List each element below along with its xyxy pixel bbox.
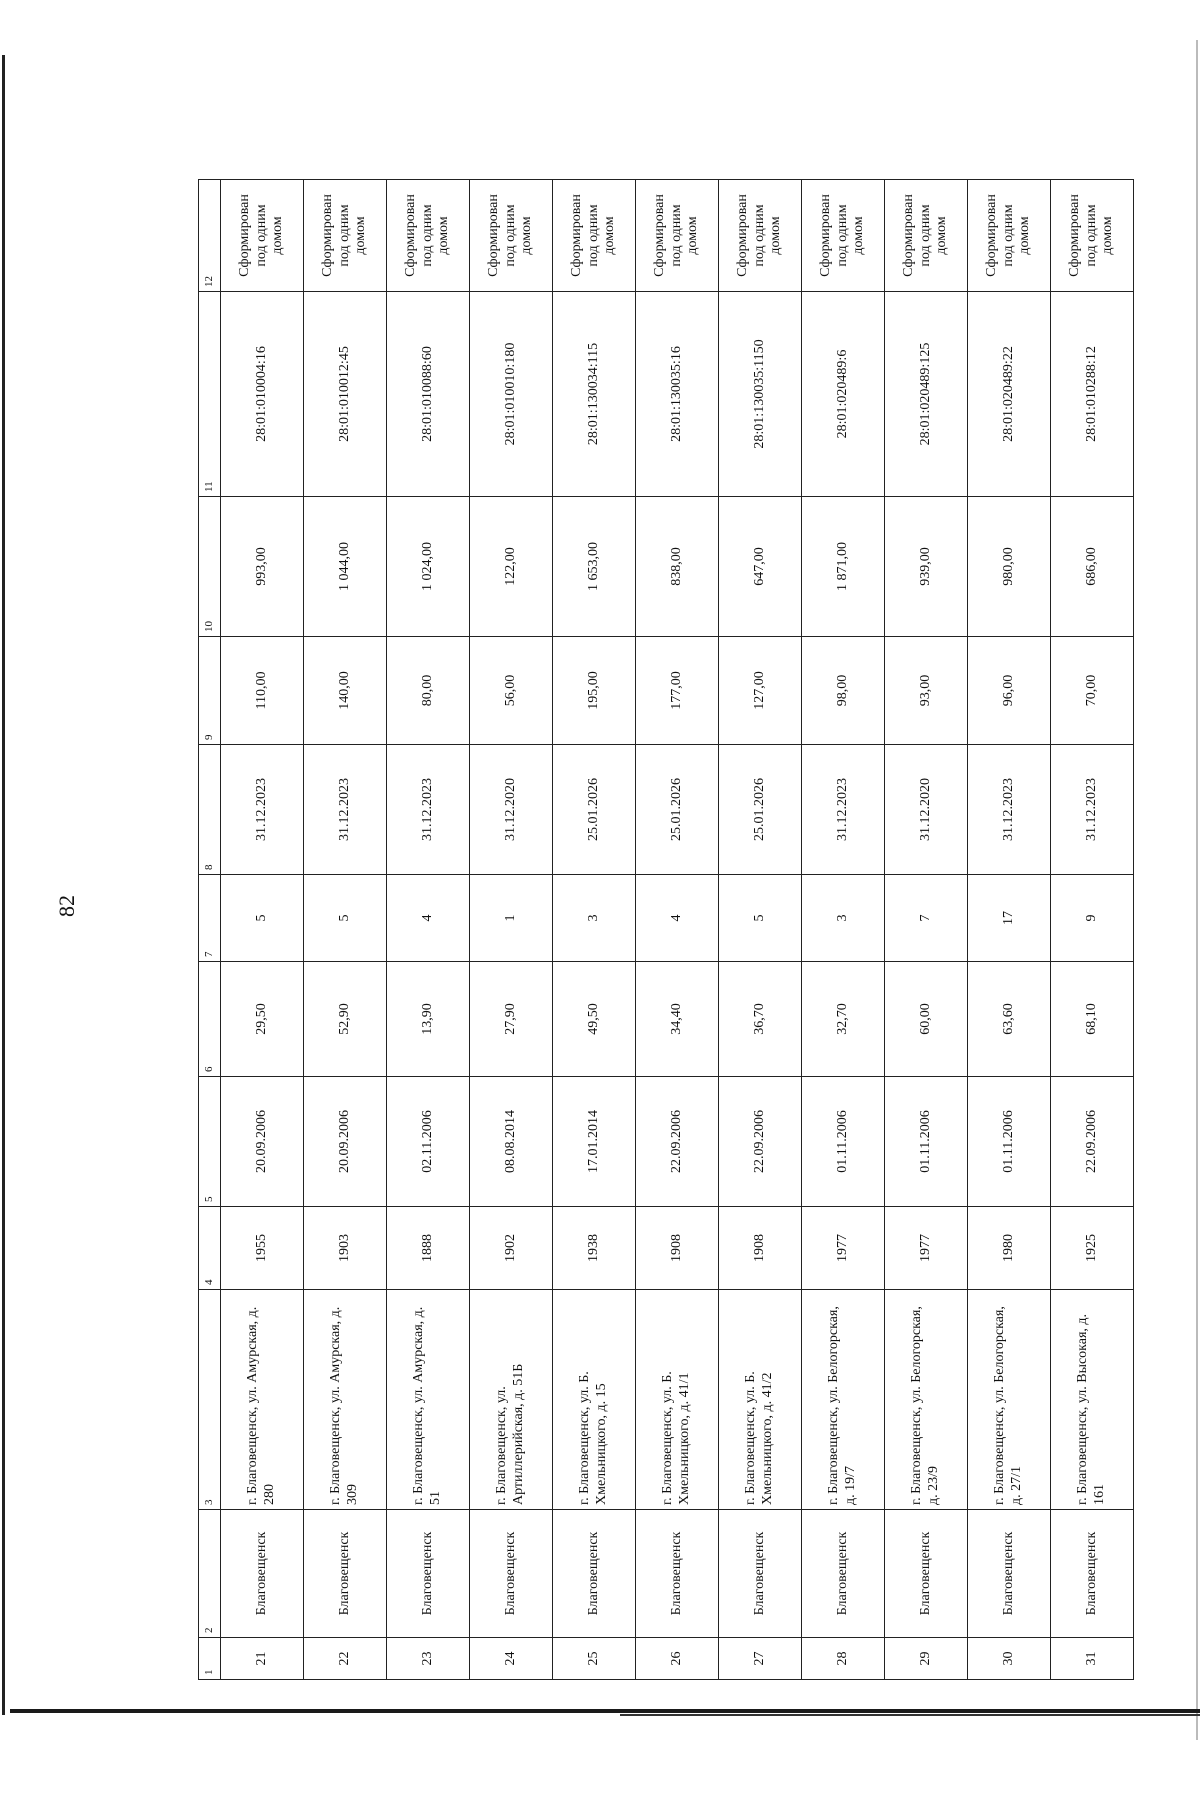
area-cell: 52,90 (304, 962, 387, 1077)
settlement-cell: Благовещенск (1051, 1510, 1134, 1638)
settlement-cell: Благовещенск (719, 1510, 802, 1638)
column-number-row (199, 180, 221, 1680)
floor-area-cell: 127,00 (719, 637, 802, 745)
land-area-cell: 647,00 (719, 497, 802, 637)
floor-area-cell: 110,00 (221, 637, 304, 745)
build-year-cell: 1903 (304, 1207, 387, 1290)
address-cell: г. Благовещенск, ул. Амурская, д. 309 (304, 1290, 387, 1510)
area-cell: 36,70 (719, 962, 802, 1077)
area-cell: 63,60 (968, 962, 1051, 1077)
build-year-cell: 1908 (719, 1207, 802, 1290)
scan-right-edge (1196, 40, 1198, 1740)
address-cell: г. Благовещенск, ул. Белогорская, д. 27/1 (968, 1290, 1051, 1510)
residents-cell: 5 (304, 875, 387, 962)
settlement-cell: Благовещенск (470, 1510, 553, 1638)
build-year-cell: 1980 (968, 1207, 1051, 1290)
recognition-date-cell: 01.11.2006 (802, 1077, 885, 1207)
floor-area-cell: 140,00 (304, 637, 387, 745)
address-cell: г. Благовещенск, ул. Амурская, д. 51 (387, 1290, 470, 1510)
residents-cell: 4 (387, 875, 470, 962)
cadastral-number-cell: 28:01:130034:115 (553, 292, 636, 497)
land-status-cell: Сформирован под одним домом (1051, 180, 1134, 292)
resettlement-deadline-cell: 31.12.2023 (968, 745, 1051, 875)
table-row (553, 180, 636, 1680)
resettlement-deadline-cell: 31.12.2023 (221, 745, 304, 875)
build-year-cell: 1902 (470, 1207, 553, 1290)
residents-cell: 3 (802, 875, 885, 962)
cadastral-number-cell: 28:01:020489:22 (968, 292, 1051, 497)
residents-cell: 4 (636, 875, 719, 962)
build-year-cell: 1908 (636, 1207, 719, 1290)
address-cell: г. Благовещенск, ул. Белогорская, д. 23/9 (885, 1290, 968, 1510)
table-row (719, 180, 802, 1680)
address-cell: г. Благовещенск, ул. Белогорская, д. 19/7 (802, 1290, 885, 1510)
resettlement-deadline-cell: 31.12.2023 (802, 745, 885, 875)
floor-area-cell: 96,00 (968, 637, 1051, 745)
table-row (1051, 180, 1134, 1680)
land-status-cell: Сформирован под одним домом (304, 180, 387, 292)
row-number-cell: 25 (553, 1638, 636, 1680)
area-cell: 13,90 (387, 962, 470, 1077)
row-number-cell: 27 (719, 1638, 802, 1680)
residents-cell: 5 (221, 875, 304, 962)
row-number-cell: 31 (1051, 1638, 1134, 1680)
settlement-cell: Благовещенск (304, 1510, 387, 1638)
row-number-cell: 21 (221, 1638, 304, 1680)
land-area-cell: 838,00 (636, 497, 719, 637)
residents-cell: 7 (885, 875, 968, 962)
column-number-cell: 6 (199, 962, 221, 1077)
row-number-cell: 29 (885, 1638, 968, 1680)
build-year-cell: 1977 (802, 1207, 885, 1290)
cadastral-number-cell: 28:01:010010:180 (470, 292, 553, 497)
table-row (968, 180, 1051, 1680)
recognition-date-cell: 22.09.2006 (1051, 1077, 1134, 1207)
page-number (54, 895, 80, 917)
recognition-date-cell: 01.11.2006 (968, 1077, 1051, 1207)
area-cell: 27,90 (470, 962, 553, 1077)
land-area-cell: 1 024,00 (387, 497, 470, 637)
area-cell: 60,00 (885, 962, 968, 1077)
column-number-cell: 7 (199, 875, 221, 962)
recognition-date-cell: 02.11.2006 (387, 1077, 470, 1207)
recognition-date-cell: 17.01.2014 (553, 1077, 636, 1207)
row-number-cell: 30 (968, 1638, 1051, 1680)
cadastral-number-cell: 28:01:020489:6 (802, 292, 885, 497)
land-area-cell: 1 044,00 (304, 497, 387, 637)
column-number-cell: 12 (199, 180, 221, 292)
settlement-cell: Благовещенск (553, 1510, 636, 1638)
resettlement-deadline-cell: 31.12.2023 (1051, 745, 1134, 875)
column-number-cell: 3 (199, 1290, 221, 1510)
land-area-cell: 980,00 (968, 497, 1051, 637)
column-number-cell: 11 (199, 292, 221, 497)
resettlement-deadline-cell: 31.12.2020 (470, 745, 553, 875)
area-cell: 32,70 (802, 962, 885, 1077)
scan-left-edge (2, 55, 5, 1715)
cadastral-number-cell: 28:01:010012:45 (304, 292, 387, 497)
residents-cell: 17 (968, 875, 1051, 962)
area-cell: 49,50 (553, 962, 636, 1077)
resettlement-deadline-cell: 31.12.2023 (304, 745, 387, 875)
cadastral-number-cell: 28:01:010288:12 (1051, 292, 1134, 497)
build-year-cell: 1925 (1051, 1207, 1134, 1290)
land-status-cell: Сформирован под одним домом (553, 180, 636, 292)
area-cell: 34,40 (636, 962, 719, 1077)
residents-cell: 9 (1051, 875, 1134, 962)
floor-area-cell: 98,00 (802, 637, 885, 745)
cadastral-number-cell: 28:01:130035:16 (636, 292, 719, 497)
settlement-cell: Благовещенск (802, 1510, 885, 1638)
floor-area-cell: 195,00 (553, 637, 636, 745)
floor-area-cell: 70,00 (1051, 637, 1134, 745)
floor-area-cell: 56,00 (470, 637, 553, 745)
registry-table-rotated (198, 180, 1116, 1680)
settlement-cell: Благовещенск (636, 1510, 719, 1638)
column-number-cell: 9 (199, 637, 221, 745)
resettlement-deadline-cell: 25.01.2026 (719, 745, 802, 875)
column-number-cell: 8 (199, 745, 221, 875)
address-cell: г. Благовещенск, ул. Амурская, д. 280 (221, 1290, 304, 1510)
build-year-cell: 1955 (221, 1207, 304, 1290)
land-status-cell: Сформирован под одним домом (636, 180, 719, 292)
address-cell: г. Благовещенск, ул. Артиллерийская, д. 51Б (470, 1290, 553, 1510)
address-cell: г. Благовещенск, ул. Б. Хмельницкого, д. 41/1 (636, 1290, 719, 1510)
cadastral-number-cell: 28:01:010088:60 (387, 292, 470, 497)
row-number-cell: 28 (802, 1638, 885, 1680)
address-cell: г. Благовещенск, ул. Б. Хмельницкого, д. 15 (553, 1290, 636, 1510)
land-status-cell: Сформирован под одним домом (719, 180, 802, 292)
row-number-cell: 26 (636, 1638, 719, 1680)
recognition-date-cell: 20.09.2006 (221, 1077, 304, 1207)
land-status-cell: Сформирован под одним домом (470, 180, 553, 292)
build-year-cell: 1888 (387, 1207, 470, 1290)
settlement-cell: Благовещенск (968, 1510, 1051, 1638)
recognition-date-cell: 22.09.2006 (719, 1077, 802, 1207)
table-row (470, 180, 553, 1680)
cadastral-number-cell: 28:01:020489:125 (885, 292, 968, 497)
land-area-cell: 122,00 (470, 497, 553, 637)
area-cell: 29,50 (221, 962, 304, 1077)
page-number-text: 82 (54, 895, 79, 917)
scan-bottom-rule-shadow (620, 1714, 1200, 1716)
registry-table (198, 179, 1134, 1680)
table-row (802, 180, 885, 1680)
table-row (387, 180, 470, 1680)
scan-bottom-rule (10, 1709, 1200, 1713)
floor-area-cell: 80,00 (387, 637, 470, 745)
row-number-cell: 24 (470, 1638, 553, 1680)
column-number-cell: 2 (199, 1510, 221, 1638)
area-cell: 68,10 (1051, 962, 1134, 1077)
table-row (221, 180, 304, 1680)
land-area-cell: 993,00 (221, 497, 304, 637)
row-number-cell: 23 (387, 1638, 470, 1680)
floor-area-cell: 177,00 (636, 637, 719, 745)
settlement-cell: Благовещенск (387, 1510, 470, 1638)
resettlement-deadline-cell: 31.12.2023 (387, 745, 470, 875)
resettlement-deadline-cell: 31.12.2020 (885, 745, 968, 875)
address-cell: г. Благовещенск, ул. Высокая, д. 161 (1051, 1290, 1134, 1510)
land-area-cell: 1 653,00 (553, 497, 636, 637)
residents-cell: 1 (470, 875, 553, 962)
row-number-cell: 22 (304, 1638, 387, 1680)
table-row (885, 180, 968, 1680)
land-area-cell: 686,00 (1051, 497, 1134, 637)
table-row (636, 180, 719, 1680)
column-number-cell: 10 (199, 497, 221, 637)
land-status-cell: Сформирован под одним домом (387, 180, 470, 292)
column-number-cell: 5 (199, 1077, 221, 1207)
column-number-cell: 4 (199, 1207, 221, 1290)
settlement-cell: Благовещенск (885, 1510, 968, 1638)
floor-area-cell: 93,00 (885, 637, 968, 745)
land-status-cell: Сформирован под одним домом (802, 180, 885, 292)
recognition-date-cell: 01.11.2006 (885, 1077, 968, 1207)
table-row (304, 180, 387, 1680)
residents-cell: 5 (719, 875, 802, 962)
cadastral-number-cell: 28:01:130035:1150 (719, 292, 802, 497)
build-year-cell: 1938 (553, 1207, 636, 1290)
residents-cell: 3 (553, 875, 636, 962)
recognition-date-cell: 08.08.2014 (470, 1077, 553, 1207)
resettlement-deadline-cell: 25.01.2026 (636, 745, 719, 875)
build-year-cell: 1977 (885, 1207, 968, 1290)
land-status-cell: Сформирован под одним домом (968, 180, 1051, 292)
land-status-cell: Сформирован под одним домом (885, 180, 968, 292)
land-area-cell: 1 871,00 (802, 497, 885, 637)
land-area-cell: 939,00 (885, 497, 968, 637)
settlement-cell: Благовещенск (221, 1510, 304, 1638)
recognition-date-cell: 22.09.2006 (636, 1077, 719, 1207)
address-cell: г. Благовещенск, ул. Б. Хмельницкого, д. 41/2 (719, 1290, 802, 1510)
cadastral-number-cell: 28:01:010004:16 (221, 292, 304, 497)
recognition-date-cell: 20.09.2006 (304, 1077, 387, 1207)
column-number-cell: 1 (199, 1638, 221, 1680)
land-status-cell: Сформирован под одним домом (221, 180, 304, 292)
resettlement-deadline-cell: 25.01.2026 (553, 745, 636, 875)
